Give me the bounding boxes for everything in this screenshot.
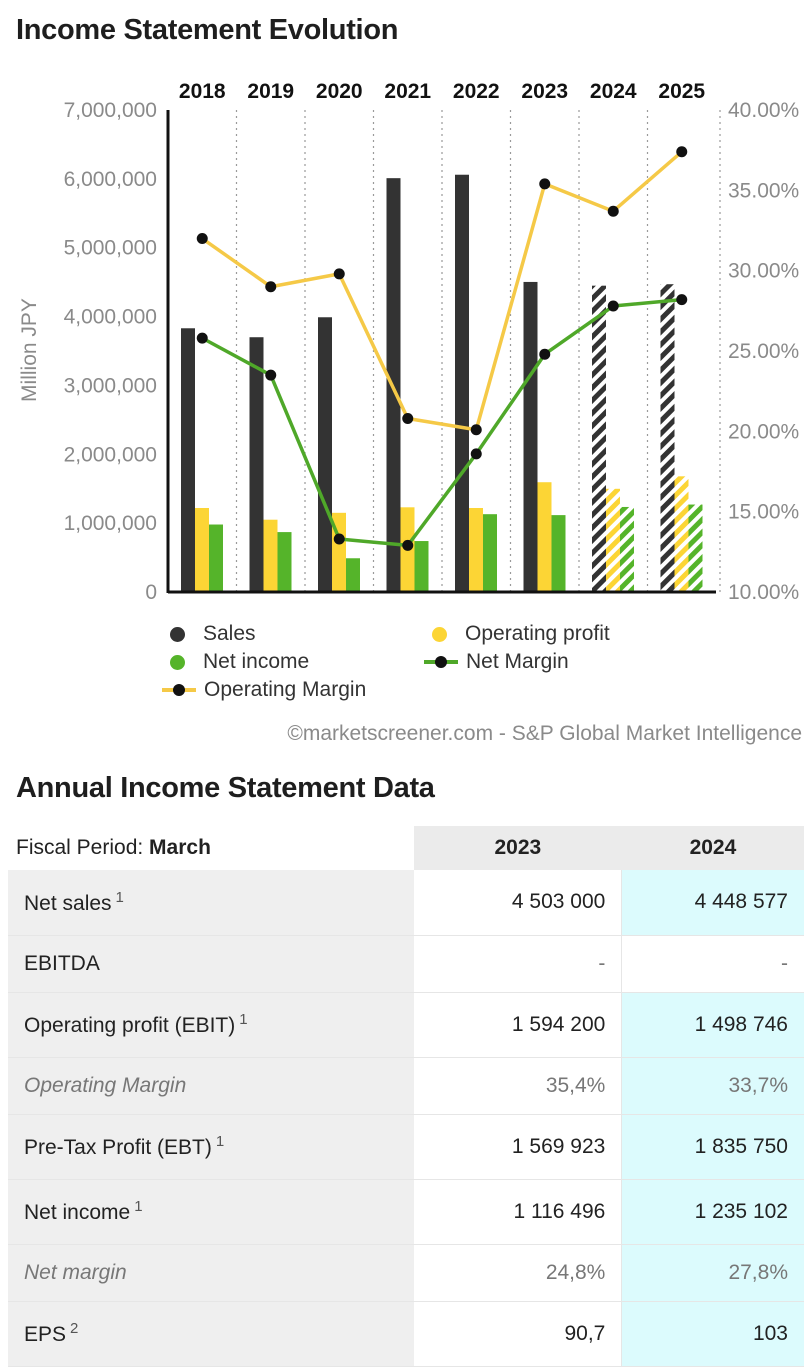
- table-row-pretax-profit: [8, 1114, 804, 1179]
- row-label-text: Net margin: [24, 1260, 127, 1284]
- legend-sales[interactable]: [162, 622, 256, 646]
- point-net-margin-2025: [676, 294, 687, 305]
- cell-2023: -: [414, 935, 622, 992]
- point-operating-margin-2023: [539, 178, 550, 189]
- x-tick-label-2024: 2024: [589, 80, 637, 103]
- point-operating-margin-2022: [471, 424, 482, 435]
- footnote-ref[interactable]: 1: [134, 1198, 143, 1215]
- cell-2024: 1 498 746: [622, 992, 804, 1057]
- legend-operating-profit-marker: [432, 627, 447, 642]
- row-label-text: Net sales: [24, 891, 112, 915]
- bar-net-income-2020: [346, 558, 360, 592]
- column-header-2024[interactable]: 2024: [622, 826, 804, 870]
- row-label[interactable]: [8, 1244, 414, 1301]
- cell-2024: 1 235 102: [622, 1179, 804, 1244]
- y2-tick-label: 30.00%: [728, 259, 800, 283]
- legend-net-income[interactable]: [162, 650, 309, 674]
- point-net-margin-2023: [539, 349, 550, 360]
- y-axis-label: Million JPY: [18, 298, 41, 402]
- fiscal-period: [8, 826, 414, 870]
- bar-sales-2022: [455, 175, 469, 592]
- y-tick-label: 4,000,000: [63, 305, 157, 329]
- cell-2023: 24,8%: [414, 1244, 622, 1301]
- bar-net-income-2024: [620, 507, 634, 592]
- cell-2023: 1 569 923: [414, 1114, 622, 1179]
- row-label[interactable]: [8, 1057, 414, 1114]
- bar-operating-profit-2018: [195, 508, 209, 592]
- legend-net-margin-label: Net Margin: [466, 650, 569, 673]
- cell-2023: 90,7: [414, 1301, 622, 1366]
- bar-sales-2024: [592, 286, 606, 592]
- row-label[interactable]: [8, 1114, 414, 1179]
- y-tick-label: 7,000,000: [63, 99, 157, 122]
- table-row-net-sales: [8, 870, 804, 935]
- fiscal-period-value: March: [149, 836, 211, 859]
- point-operating-margin-2021: [402, 413, 413, 424]
- footnote-ref[interactable]: 1: [115, 888, 124, 906]
- row-label[interactable]: [8, 1179, 414, 1244]
- point-operating-margin-2019: [265, 281, 276, 292]
- cell-2024: -: [622, 935, 804, 992]
- cell-2024: 33,7%: [622, 1057, 804, 1114]
- row-label-text: EPS: [24, 1323, 67, 1346]
- income-chart: [0, 60, 810, 620]
- footnote-ref[interactable]: 1: [239, 1011, 248, 1028]
- y2-tick-label: 40.00%: [728, 99, 800, 122]
- y-tick-label: 3,000,000: [63, 374, 157, 398]
- y-tick-label: 6,000,000: [63, 167, 157, 191]
- table-row-net-margin: [8, 1244, 804, 1301]
- table-row-eps: [8, 1301, 804, 1366]
- point-net-margin-2021: [402, 540, 413, 551]
- y-tick-label: 0: [145, 581, 157, 604]
- bar-net-income-2023: [552, 515, 566, 592]
- row-label[interactable]: [8, 1301, 414, 1366]
- cell-2023: 1 594 200: [414, 992, 622, 1057]
- bar-net-income-2022: [483, 514, 497, 592]
- x-tick-label-2018: 2018: [178, 80, 226, 103]
- row-label[interactable]: [8, 870, 414, 935]
- legend-operating-profit[interactable]: [424, 622, 610, 646]
- chart-title: Income Statement Evolution: [16, 14, 399, 46]
- legend-operating-profit-label: Operating profit: [465, 622, 610, 645]
- bar-operating-profit-2023: [538, 482, 552, 592]
- bar-operating-profit-2019: [264, 520, 278, 592]
- cell-2024: 1 835 750: [622, 1114, 804, 1179]
- point-operating-margin-2024: [608, 206, 619, 217]
- row-label-text: Pre-Tax Profit (EBT): [24, 1136, 212, 1159]
- fiscal-period-label: Fiscal Period:: [16, 836, 150, 859]
- table-title: Annual Income Statement Data: [16, 772, 435, 804]
- bar-net-income-2025: [689, 505, 703, 592]
- bar-sales-2020: [318, 317, 332, 592]
- cell-2024: 4 448 577: [622, 870, 804, 935]
- legend-operating-margin-marker: [162, 682, 196, 698]
- row-label[interactable]: [8, 992, 414, 1057]
- point-net-margin-2022: [471, 448, 482, 459]
- point-operating-margin-2025: [676, 146, 687, 157]
- column-header-2023[interactable]: 2023: [414, 826, 622, 870]
- cell-2023: 35,4%: [414, 1057, 622, 1114]
- legend-net-income-label: Net income: [203, 650, 310, 673]
- x-tick-label-2020: 2020: [315, 80, 363, 103]
- bar-sales-2023: [524, 282, 538, 592]
- row-label-text: EBITDA: [24, 951, 100, 975]
- point-operating-margin-2018: [197, 233, 208, 244]
- x-tick-label-2021: 2021: [384, 80, 432, 103]
- y2-tick-label: 35.00%: [728, 179, 800, 203]
- legend-operating-margin[interactable]: [162, 678, 366, 702]
- bar-sales-2025: [661, 284, 675, 592]
- point-net-margin-2018: [197, 333, 208, 344]
- y2-tick-label: 10.00%: [728, 581, 800, 604]
- y-tick-label: 5,000,000: [63, 236, 157, 260]
- legend-net-margin-marker: [424, 654, 458, 670]
- cell-2024: 103: [622, 1301, 804, 1366]
- row-label[interactable]: [8, 935, 414, 992]
- bar-sales-2018: [181, 328, 195, 592]
- y2-tick-label: 25.00%: [728, 340, 800, 363]
- table-header-row: [8, 826, 804, 870]
- bar-net-income-2018: [209, 525, 223, 592]
- point-net-margin-2020: [334, 533, 345, 544]
- x-tick-label-2023: 2023: [521, 80, 569, 103]
- cell-2024: 27,8%: [622, 1244, 804, 1301]
- legend-sales-marker: [170, 627, 185, 642]
- x-tick-label-2022: 2022: [452, 80, 500, 103]
- legend-operating-margin-label: Operating Margin: [204, 678, 367, 701]
- bar-net-income-2019: [278, 532, 292, 592]
- legend-net-income-marker: [170, 655, 185, 670]
- row-label-text: Operating profit (EBIT): [24, 1014, 236, 1037]
- source-credit[interactable]: ©marketscreener.com - S&P Global Market Intelligence: [287, 722, 802, 745]
- legend-sales-label: Sales: [203, 622, 256, 645]
- table-row-operating-profit: [8, 992, 804, 1057]
- bar-operating-profit-2025: [675, 476, 689, 592]
- income-table: [8, 826, 804, 1367]
- point-operating-margin-2020: [334, 268, 345, 279]
- x-tick-label-2025: 2025: [658, 80, 706, 103]
- bar-operating-profit-2022: [469, 508, 483, 592]
- footnote-ref[interactable]: 1: [215, 1133, 225, 1150]
- y-tick-label: 2,000,000: [63, 443, 157, 467]
- row-label-text: Net income: [24, 1201, 131, 1224]
- y2-tick-label: 20.00%: [728, 420, 800, 444]
- table-row-ebitda: [8, 935, 804, 992]
- bar-operating-profit-2024: [606, 489, 620, 592]
- cell-2023: 1 116 496: [414, 1179, 622, 1244]
- table-row-operating-margin: [8, 1057, 804, 1114]
- point-net-margin-2019: [265, 370, 276, 381]
- legend-net-margin[interactable]: [424, 650, 569, 674]
- cell-2023: 4 503 000: [414, 870, 622, 935]
- footnote-ref[interactable]: 2: [70, 1320, 79, 1337]
- x-tick-label-2019: 2019: [247, 80, 295, 103]
- table-row-net-income: [8, 1179, 804, 1244]
- row-label-text: Operating Margin: [24, 1073, 187, 1097]
- point-net-margin-2024: [608, 301, 619, 312]
- bar-sales-2019: [250, 337, 264, 592]
- y-tick-label: 1,000,000: [63, 512, 157, 536]
- y2-tick-label: 15.00%: [728, 500, 800, 524]
- bar-net-income-2021: [415, 541, 429, 592]
